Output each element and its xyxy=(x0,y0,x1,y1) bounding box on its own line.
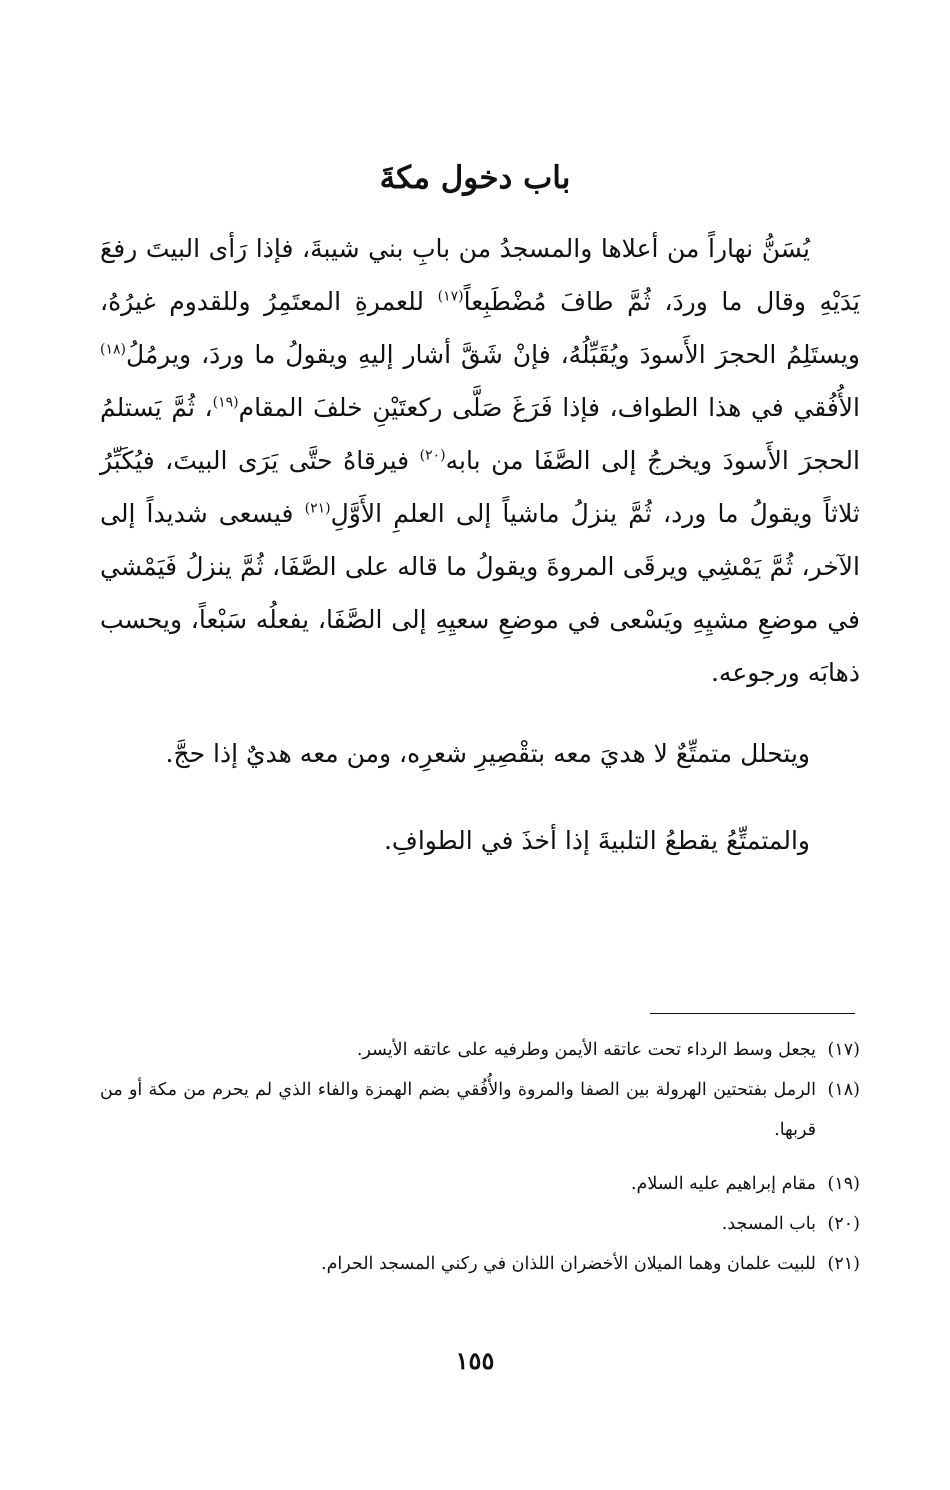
footnote-18 xyxy=(100,1070,860,1150)
footnote-ref-19: (١٩) xyxy=(212,394,239,411)
footnote-number: (٢١) xyxy=(827,1254,860,1274)
text-segment: ، ثُمَّ يَستلمُ الحجرَ الأَسودَ ويخرجُ إلى الصَّفَا من بابه xyxy=(100,393,860,475)
footnote-text: باب المسجد. xyxy=(721,1214,816,1234)
footnote-ref-18: (١٨) xyxy=(100,341,126,358)
footnote-text: للبيت علمان وهما الميلان الأخضران اللذان في ركني المسجد الحرام. xyxy=(321,1254,816,1274)
text-segment: فيرقاهُ حتَّى يَرَى البيتَ، فيُكَبِّرُ ثلاثاً ويقولُ ما ورد، ثُمَّ ينزلُ ماشياً إلى العلمِ الأَوَّلِ xyxy=(100,446,860,528)
footnote-number: (١٧) xyxy=(827,1040,860,1060)
chapter-title: باب دخول مكةَ xyxy=(379,160,571,196)
footnote-20 xyxy=(100,1204,860,1244)
footnote-21 xyxy=(100,1244,860,1284)
footnote-number: (١٨) xyxy=(827,1080,860,1100)
paragraph-3: والمتمتِّعُ يقطعُ التلبيةَ إذا أخذَ في الطوافِ. xyxy=(383,826,810,855)
paragraph-1 xyxy=(100,222,860,699)
text-segment: يُسَنُّ نهاراً من أعلاها والمسجدُ من بابِ بني شيبةَ، فإذا رَأى البيتَ رفعَ يَدَيْهِ وقال ما وردَ، ثُمَّ طافَ مُضْطَبِعاً xyxy=(100,234,860,316)
footnote-text: الرمل بفتحتين الهرولة بين الصفا والمروة والأُفُقي بضم الهمزة والفاء الذي لم يحرم من مكة أو من قربها. xyxy=(100,1080,816,1140)
paragraph-2: ويتحلل متمتِّعٌ لا هديَ معه بتقْصِيرِ شعرِه، ومن معه هديٌ إذا حجَّ. xyxy=(165,739,810,768)
footnote-text: مقام إبراهيم عليه السلام. xyxy=(630,1174,816,1194)
footnote-19 xyxy=(100,1164,860,1204)
text-segment: الأُفُقي في هذا الطواف، فإذا فَرَغَ صَلَّى ركعتَيْنِ خلفَ المقام xyxy=(238,393,860,422)
footnote-ref-20: (٢٠) xyxy=(419,447,446,464)
page-number: ١٥٥ xyxy=(455,1346,495,1375)
footnote-ref-17: (١٧) xyxy=(437,288,464,305)
text-segment: للعمرةِ المعتَمِرُ وللقدوم غيرُهُ، ويستَلِمُ الحجرَ الأَسودَ ويُقَبِّلُهُ، فإنْ شَقَّ أشار إليهِ ويقولُ ما وردَ، ويرمُلُ xyxy=(100,287,860,369)
main-text xyxy=(100,222,860,867)
footnote-number: (١٩) xyxy=(827,1174,860,1194)
text-segment: فيسعى شديداً إلى الآخر، ثُمَّ يَمْشِي ويرقَى المروةَ ويقولُ ما قاله على الصَّفَا، ثُمَّ ينزلُ فَيَمْشي في موضعِ مشيِهِ ويَسْعى في موضعِ سعيِهِ إلى الصَّفَا، يفعلُه سَبْعاً، ويحسب ذهابَه ورجوعه. xyxy=(100,499,860,687)
footnote-text: يجعل وسط الرداء تحت عاتقه الأيمن وطرفيه على عاتقه الأيسر. xyxy=(356,1040,816,1060)
footnote-divider xyxy=(650,1013,855,1014)
footnotes xyxy=(100,1030,860,1284)
footnote-ref-21: (٢١) xyxy=(304,500,331,517)
footnote-17 xyxy=(100,1030,860,1070)
footnote-number: (٢٠) xyxy=(827,1214,860,1234)
